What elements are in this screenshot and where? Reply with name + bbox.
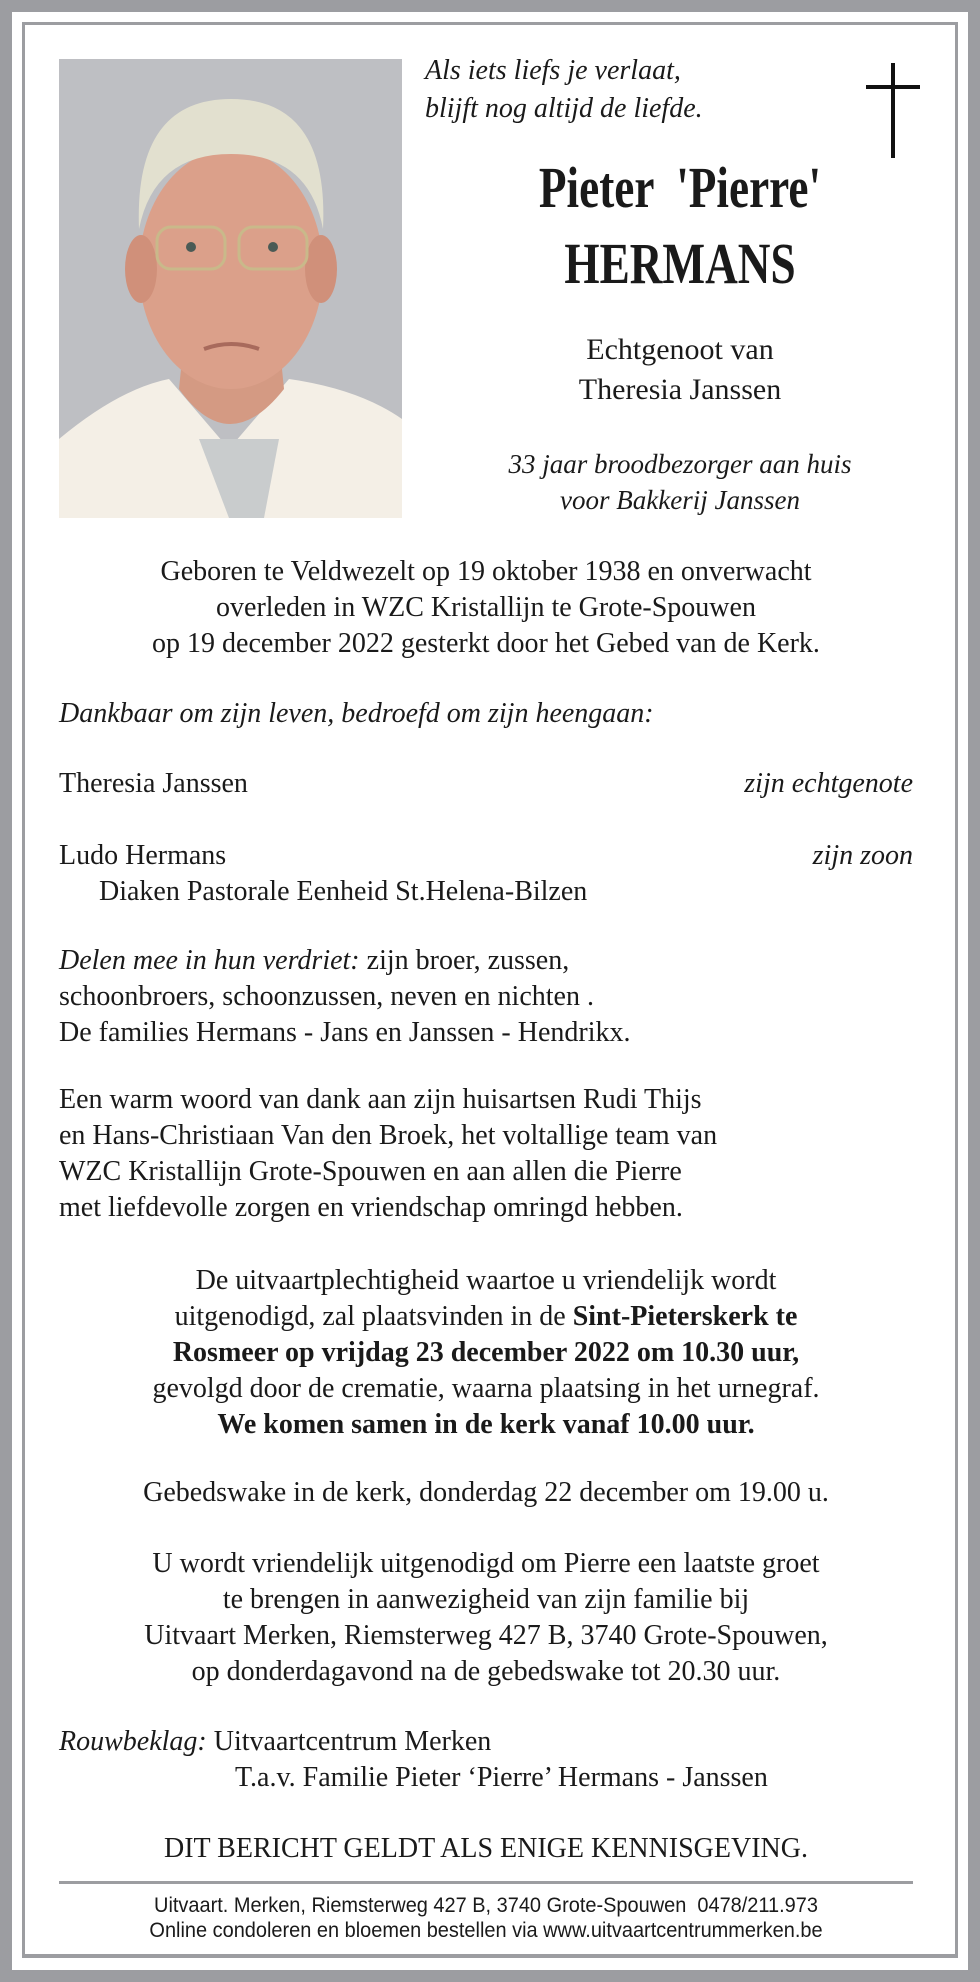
condolence-label: Rouwbeklag: <box>59 1726 207 1757</box>
church-name: Sint-Pieterskerk te <box>572 1301 798 1332</box>
relative-relation: zijn echtgenote <box>744 768 913 799</box>
spouse-line: Echtgenoot van <box>586 333 774 366</box>
divider <box>59 1881 913 1884</box>
sharing-grief <box>59 943 913 1051</box>
funeral-home-contact: Uitvaart. Merken, Riemsterweg 427 B, 3740 Grote-Spouwen 0478/211.973 <box>154 1894 818 1917</box>
relative-note: Diaken Pastorale Eenheid St.Helena-Bilzen <box>99 876 588 907</box>
text-line: De uitvaartplechtigheid waartoe u vriendelijk wordt <box>195 1265 777 1296</box>
text-line: op donderdagavond na de gebedswake tot 20.30 uur. <box>191 1656 781 1687</box>
relative-name: Theresia Janssen <box>59 768 248 799</box>
spouse-info <box>440 330 920 410</box>
text-line: gevolgd door de crematie, waarna plaatsing in het urnegraf. <box>152 1373 820 1404</box>
birth-death-text <box>59 554 913 662</box>
cross-icon <box>866 63 920 158</box>
text-line: schoonbroers, schoonzussen, neven en nichten . <box>59 981 594 1012</box>
text-line: T.a.v. Familie Pieter ‘Pierre’ Hermans - Janssen <box>235 1762 768 1793</box>
text-line: zijn broer, zussen, <box>359 945 570 976</box>
funeral-date: Rosmeer op vrijdag 23 december 2022 om 10.30 uur, <box>172 1337 800 1368</box>
text-line: Uitvaart Merken, Riemsterweg 427 B, 3740 Grote-Spouwen, <box>144 1620 828 1651</box>
relative-relation: zijn zoon <box>812 840 913 871</box>
spouse-line: Theresia Janssen <box>578 373 782 406</box>
text-line: met liefdevolle zorgen en vriendschap omringd hebben. <box>59 1192 683 1223</box>
text-line: De families Hermans - Jans en Janssen - Hendrikx. <box>59 1017 631 1048</box>
text-line: te brengen in aanwezigheid van zijn familie bij <box>222 1584 750 1615</box>
occupation <box>440 446 920 518</box>
sharing-label: Delen mee in hun verdriet: <box>59 945 360 976</box>
deceased-name <box>440 150 920 302</box>
quote-line: Als iets liefs je verlaat, <box>425 55 681 86</box>
footer <box>80 1893 891 1943</box>
gratitude-text <box>59 1082 913 1226</box>
portrait-photo <box>59 59 402 518</box>
text-line: WZC Kristallijn Grote-Spouwen en aan allen die Pierre <box>59 1156 682 1187</box>
text-line: en Hans-Christiaan Van den Broek, het voltallige team van <box>59 1120 718 1151</box>
text-line: Een warm woord van dank aan zijn huisartsen Rudi Thijs <box>59 1084 702 1115</box>
online-condolence-link[interactable]: Online condoleren en bloemen bestellen via www.uitvaartcentrummerken.be <box>149 1919 823 1942</box>
text-line: Geboren te Veldwezelt op 19 oktober 1938 en onverwacht <box>160 556 812 587</box>
first-name: Pieter 'Pierre' <box>538 155 822 220</box>
surname: HERMANS <box>564 231 796 296</box>
relative-row <box>59 766 913 802</box>
vigil-info: Gebedswake in de kerk, donderdag 22 december om 19.00 u. <box>143 1477 829 1508</box>
text-line: U wordt vriendelijk uitgenodigd om Pierre een laatste groet <box>152 1548 820 1579</box>
quote <box>425 52 703 128</box>
occupation-line: 33 jaar broodbezorger aan huis <box>508 449 852 479</box>
relative-name: Ludo Hermans <box>59 840 227 871</box>
funeral-info <box>59 1263 913 1443</box>
relative-row <box>59 838 913 910</box>
text-line: overleden in WZC Kristallijn te Grote-Spouwen <box>216 592 756 623</box>
occupation-line: voor Bakkerij Janssen <box>560 485 800 515</box>
text-line: uitgenodigd, zal plaatsvinden in de <box>174 1301 573 1332</box>
notice: DIT BERICHT GELDT ALS ENIGE KENNISGEVING. <box>164 1833 808 1864</box>
farewell-info <box>59 1546 913 1690</box>
thanks-intro: Dankbaar om zijn leven, bedroefd om zijn heengaan: <box>59 698 654 729</box>
text-line: op 19 december 2022 gesterkt door het Gebed van de Kerk. <box>152 628 820 659</box>
condolence-address <box>59 1724 913 1796</box>
quote-line: blijft nog altijd de liefde. <box>425 93 703 124</box>
gathering-time: We komen samen in de kerk vanaf 10.00 uur. <box>217 1409 755 1440</box>
text-line: Uitvaartcentrum Merken <box>206 1726 492 1757</box>
